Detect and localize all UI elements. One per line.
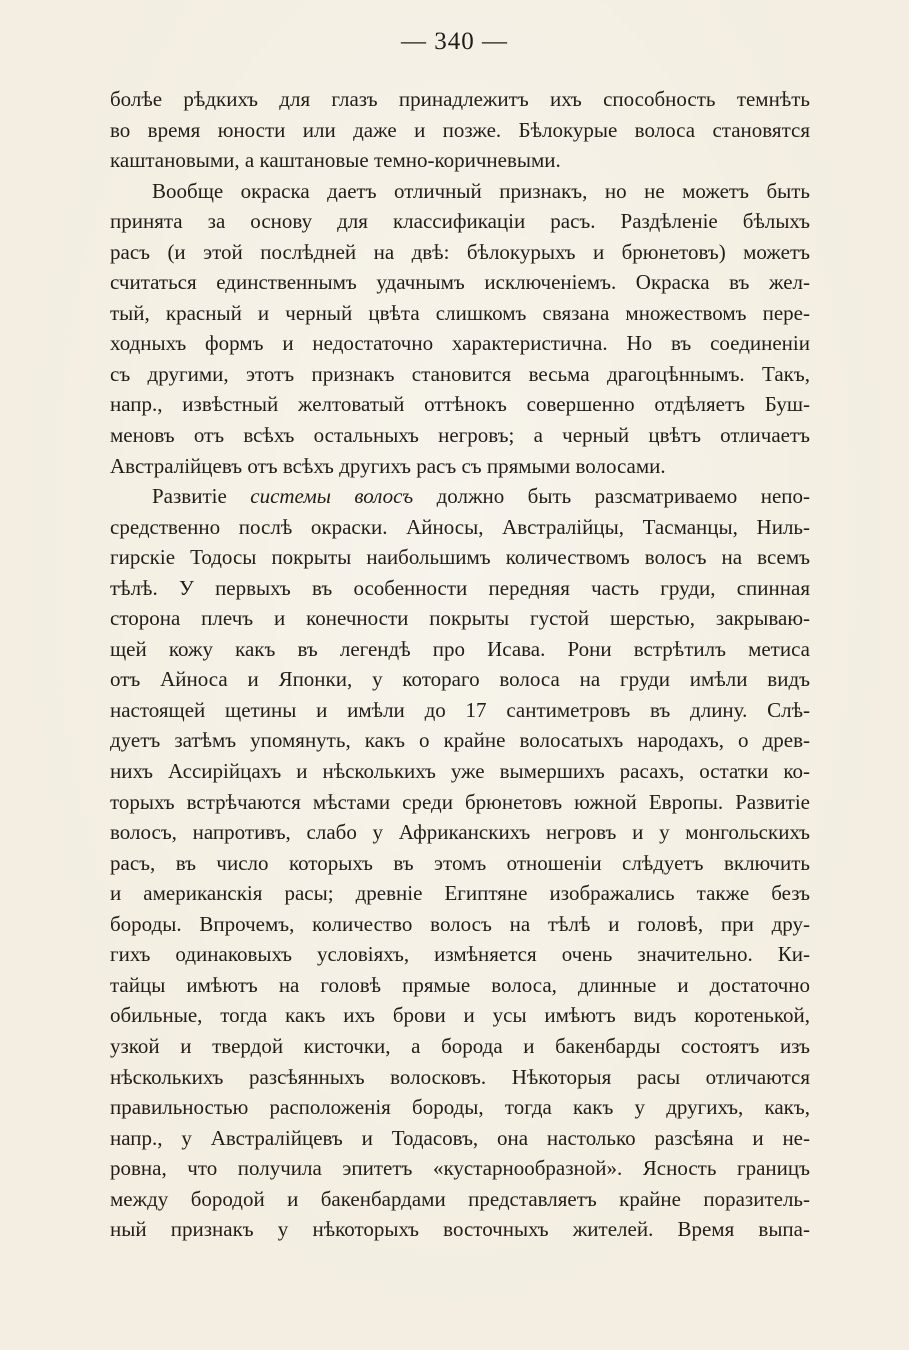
text-line: съ другими, этотъ признакъ становится весьма драгоцѣннымъ. Такъ, (110, 361, 810, 386)
text-line: гирскіе Тодосы покрыты наибольшимъ количествомъ волосъ на всемъ (110, 545, 810, 570)
text-line (110, 481, 810, 512)
text-line: средственно послѣ окраски. Айносы, Австралійцы, Тасманцы, Ниль- (110, 514, 810, 539)
text-line: расъ, въ число которыхъ въ этомъ отношеніи слѣдуетъ включить (110, 850, 810, 875)
body-text (110, 84, 810, 1245)
text-line: дуетъ затѣмъ упомянуть, какъ о крайне волосатыхъ народахъ, о древ- (110, 728, 810, 753)
text-line: ный признакъ у нѣкоторыхъ восточныхъ жителей. Время выпа- (110, 1217, 810, 1242)
text-line: правильностью расположенія бороды, тогда какъ у другихъ, какъ, (110, 1095, 810, 1120)
text-line: нѣсколькихъ разсѣянныхъ волосковъ. Нѣкоторыя расы отличаются (110, 1064, 810, 1089)
text-line: настоящей щетины и имѣли до 17 сантиметровъ въ длину. Слѣ- (110, 697, 810, 722)
text-line: меновъ отъ всѣхъ остальныхъ негровъ; а черный цвѣтъ отличаетъ (110, 423, 810, 448)
text-line: каштановыми, а каштановые темно-коричневыми. (110, 148, 561, 173)
text-segment: Развитіе (152, 484, 251, 509)
text-line: отъ Айноса и Японки, у котораго волоса на груди имѣли видъ (110, 667, 810, 692)
text-line: во время юности или даже и позже. Бѣлокурые волоса становятся (110, 117, 810, 142)
text-line: волосъ, напротивъ, слабо у Африканскихъ негровъ и у монгольскихъ (110, 820, 810, 845)
text-line: торыхъ встрѣчаются мѣстами среди брюнетовъ южной Европы. Развитіе (110, 789, 810, 814)
page-number: — 340 — (401, 28, 508, 55)
text-line: напр., извѣстный желтоватый оттѣнокъ совершенно отдѣляетъ Буш- (110, 392, 810, 417)
text-line: ходныхъ формъ и недостаточно характеристична. Но въ соединеніи (110, 331, 810, 356)
text-line: гихъ одинаковыхъ условіяхъ, измѣняется очень значительно. Ки- (110, 942, 810, 967)
text-line: между бородой и бакенбардами представляетъ крайне поразитель- (110, 1186, 810, 1211)
text-line: сторона плечъ и конечности покрыты густой шерстью, закрываю- (110, 606, 810, 631)
text-line: Вообще окраска даетъ отличный признакъ, но не можетъ быть (152, 178, 810, 203)
text-line: болѣе рѣдкихъ для глазъ принадлежитъ ихъ способность темнѣть (110, 87, 810, 111)
text-line: бороды. Впрочемъ, количество волосъ на тѣлѣ и головѣ, при дру- (110, 911, 810, 936)
text-line: тѣлѣ. У первыхъ въ особенности передняя часть груди, спинная (110, 575, 810, 600)
text-segment: должно быть разсматриваемо непо- (413, 484, 810, 509)
text-line: узкой и твердой кисточки, а борода и бакенбарды состоятъ изъ (110, 1033, 810, 1058)
text-line: нихъ Ассирійцахъ и нѣсколькихъ уже вымершихъ расахъ, остатки ко- (110, 759, 810, 784)
text-line: ровна, что получила эпитетъ «кустарнообразной». Ясность границъ (110, 1156, 810, 1181)
text-line: тый, красный и черный цвѣта слишкомъ связана множествомъ пере- (110, 300, 810, 325)
text-line: принята за основу для классификаціи расъ. Раздѣленіе бѣлыхъ (110, 209, 810, 234)
text-line: обильные, тогда какъ ихъ брови и усы имѣютъ видъ коротенькой, (110, 1003, 810, 1028)
text-line: расъ (и этой послѣдней на двѣ: бѣлокурыхъ и брюнетовъ) можетъ (110, 239, 810, 264)
text-line: считаться единственнымъ удачнымъ исключеніемъ. Окраска въ жел- (110, 270, 810, 295)
italic-term: системы волосъ (250, 484, 414, 509)
text-line: щей кожу какъ въ легендѣ про Исава. Рони встрѣтилъ метиса (110, 636, 810, 661)
text-line: Австралійцевъ отъ всѣхъ другихъ расъ съ прямыми волосами. (110, 453, 666, 478)
text-line: напр., у Австралійцевъ и Тодасовъ, она настолько разсѣяна и не- (110, 1125, 810, 1150)
text-line: тайцы имѣютъ на головѣ прямые волоса, длинные и достаточно (110, 972, 810, 997)
text-line: и американскія расы; древніе Египтяне изображались также безъ (110, 881, 810, 906)
